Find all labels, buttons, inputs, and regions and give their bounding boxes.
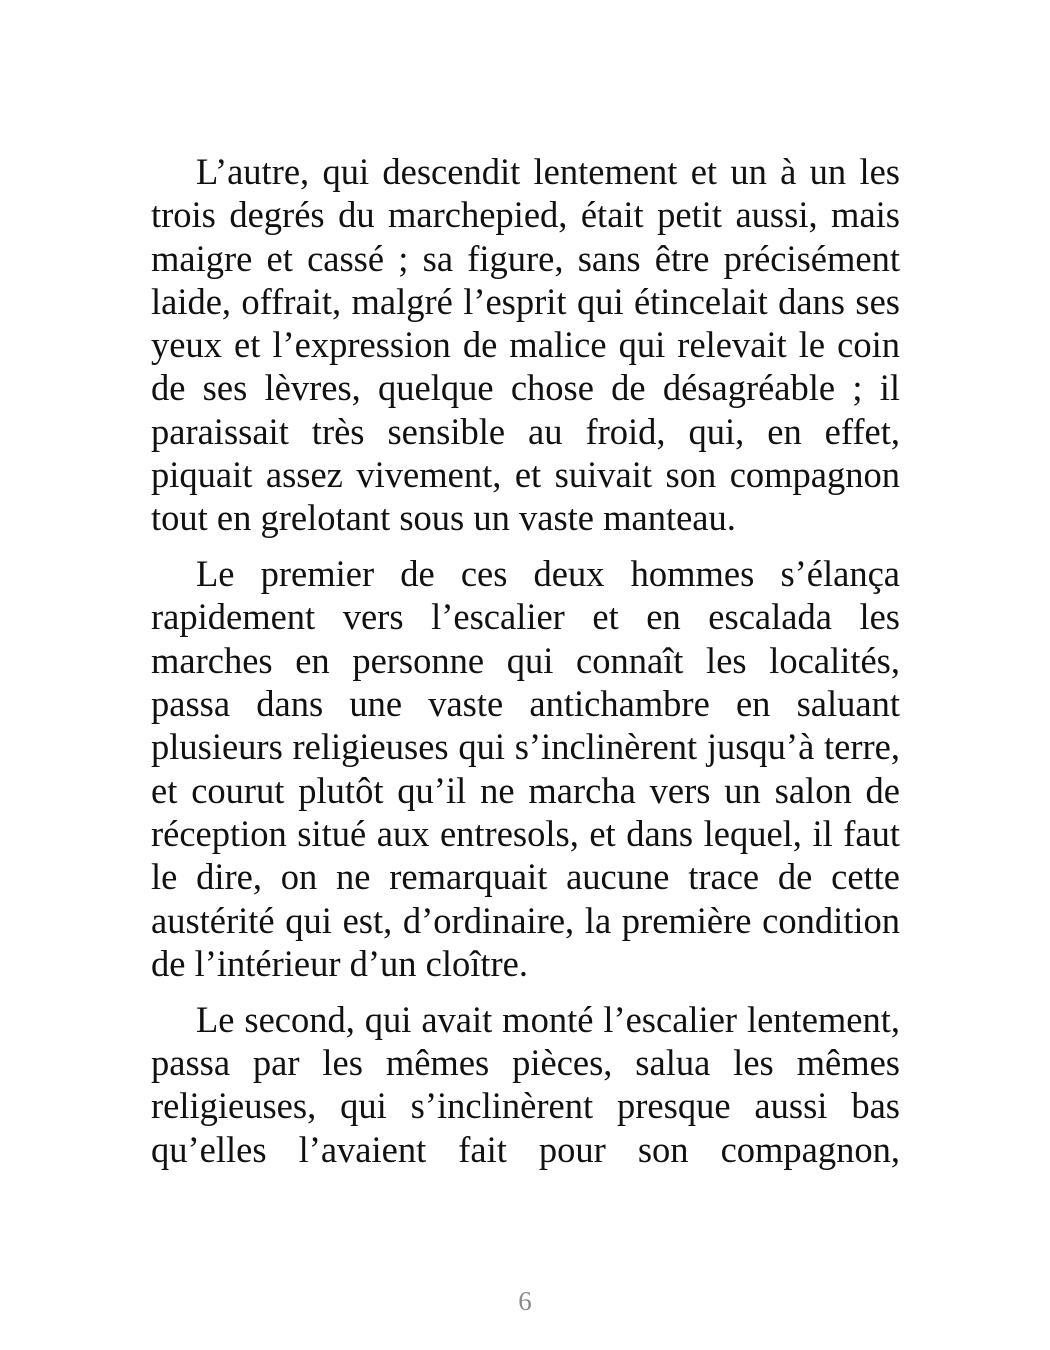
body-text <box>151 150 900 1171</box>
paragraph-2: Le premier de ces deux hommes s’élança rapidement vers l’escalier et en escalada les marches en personne qui connaît les localités, passa dans une vaste antichambre en saluant plusieurs religieuses qui s’inclinèrent jusqu’à terre, et courut plutôt qu’il ne marcha vers un salon de réception situé aux entresols, et dans lequel, il faut le dire, on ne remarquait aucune trace de cette austérité qui est, d’ordinaire, la première condition de l’intérieur d’un cloître. <box>151 553 900 984</box>
paragraph-1: L’autre, qui descendit lentement et un à un les trois degrés du marchepied, était petit aussi, mais maigre et cassé ; sa figure, sans être précisément laide, offrait, malgré l’esprit qui étincelait dans ses yeux et l’expression de malice qui relevait le coin de ses lèvres, quelque chose de désagréable ; il paraissait très sensible au froid, qui, en effet, piquait assez vivement, et suivait son compagnon tout en grelotant sous un vaste manteau. <box>151 151 900 539</box>
page-number: 6 <box>518 1286 532 1316</box>
paragraph-3: Le second, qui avait monté l’escalier lentement, passa par les mêmes pièces, salua les mêmes religieuses, qui s’inclinèrent presque aussi bas qu’elles l’avaient fait pour son compagnon, <box>151 998 900 1170</box>
